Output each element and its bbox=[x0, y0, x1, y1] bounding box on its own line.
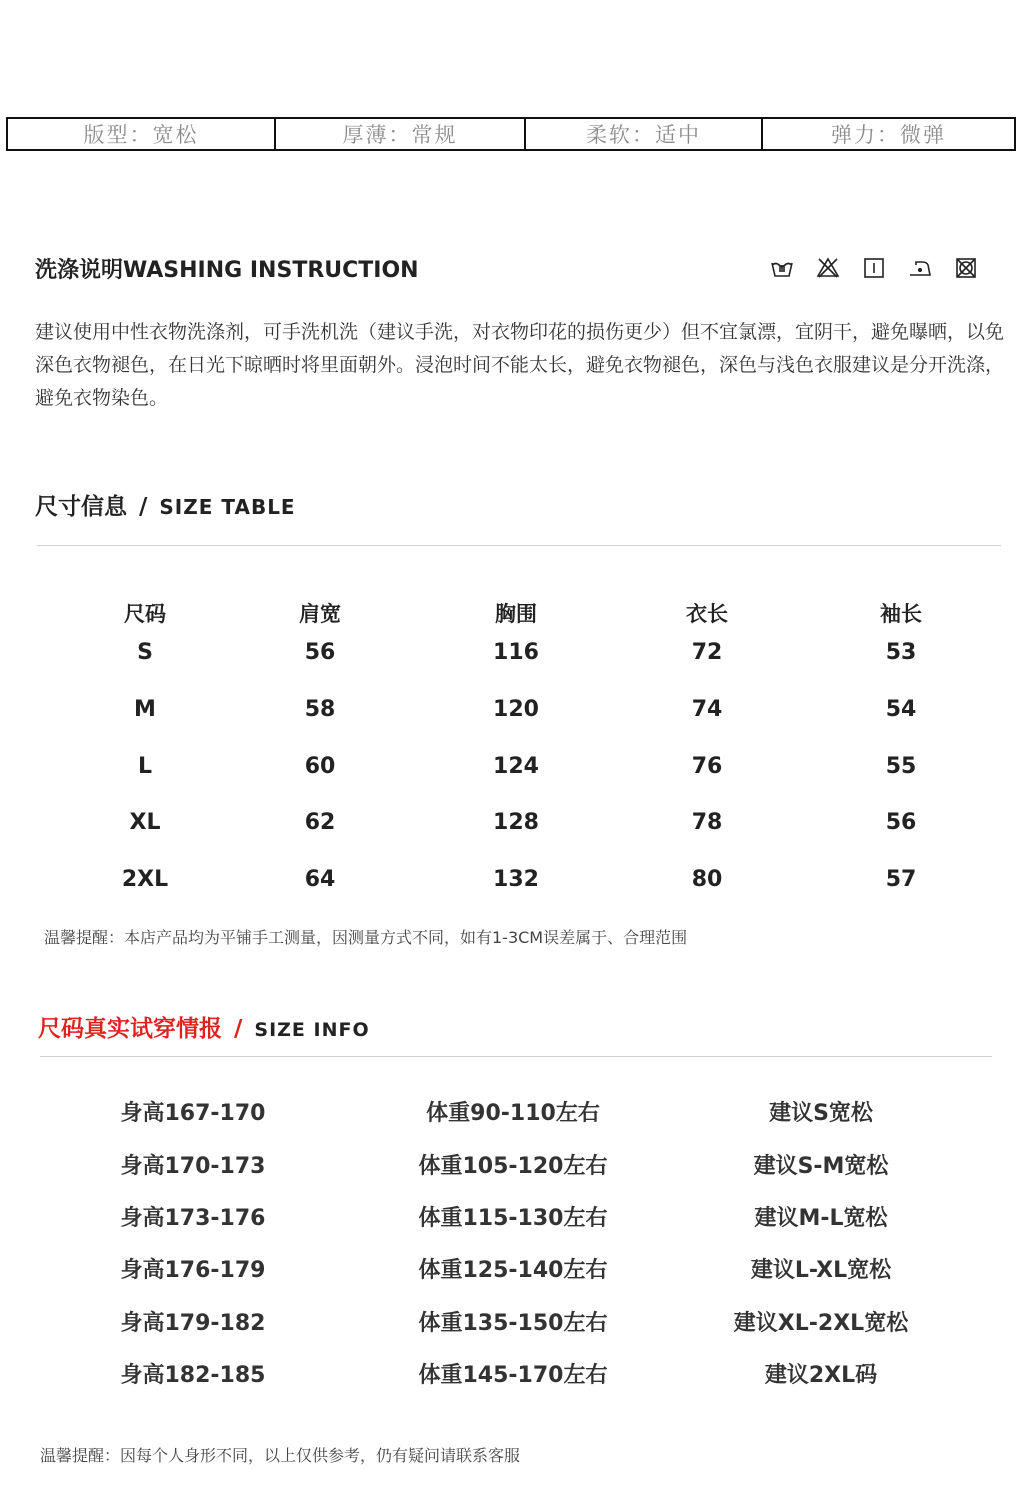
attr-elasticity: 弹力：微弹 bbox=[831, 123, 946, 147]
suggestion-cell: 建议L-XL宽松 bbox=[750, 1258, 892, 1283]
attr-fit: 版型：宽松 bbox=[8, 119, 276, 149]
table-cell: 132 bbox=[493, 867, 539, 892]
care-icons bbox=[770, 256, 978, 280]
weight-cell: 体重135-150左右 bbox=[418, 1311, 608, 1336]
height-cell: 身高173-176 bbox=[120, 1206, 266, 1231]
table-cell: S bbox=[137, 640, 153, 665]
table-cell: XL bbox=[129, 810, 161, 835]
height-cell: 身高167-170 bbox=[120, 1101, 266, 1126]
weight-cell: 体重115-130左右 bbox=[418, 1206, 608, 1231]
table-cell: 56 bbox=[304, 640, 336, 665]
table-cell: 116 bbox=[493, 640, 539, 665]
table-cell: 128 bbox=[493, 810, 539, 835]
height-cell: 身高176-179 bbox=[120, 1258, 266, 1283]
table-cell: 56 bbox=[885, 810, 917, 835]
header-chest: 胸围 bbox=[495, 602, 537, 626]
suggestion-cell: 建议S-M宽松 bbox=[753, 1154, 889, 1179]
size-info-title-cn: 尺码真实试穿情报 bbox=[38, 1016, 222, 1042]
table-cell: 53 bbox=[885, 640, 917, 665]
height-cell: 身高182-185 bbox=[120, 1363, 266, 1388]
table-cell: 64 bbox=[304, 867, 336, 892]
table-cell: 54 bbox=[885, 697, 917, 722]
size-table-title bbox=[35, 488, 296, 521]
divider bbox=[40, 1056, 992, 1057]
size-info-note: 温馨提醒：因每个人身形不同，以上仅供参考，仍有疑问请联系客服 bbox=[40, 1446, 521, 1465]
table-cell: 120 bbox=[493, 697, 539, 722]
table-cell: 62 bbox=[304, 810, 336, 835]
table-cell: 60 bbox=[304, 754, 336, 779]
attr-softness: 柔软：适中 bbox=[526, 119, 763, 149]
height-cell: 身高170-173 bbox=[120, 1154, 266, 1179]
size-info-title bbox=[38, 1010, 370, 1043]
title-slash: / bbox=[139, 494, 148, 520]
weight-cell: 体重125-140左右 bbox=[418, 1258, 608, 1283]
size-info-title-en: SIZE INFO bbox=[254, 1019, 370, 1041]
header-size: 尺码 bbox=[124, 602, 166, 626]
table-cell: 74 bbox=[691, 697, 723, 722]
suggestion-cell: 建议S宽松 bbox=[769, 1101, 873, 1126]
suggestion-cell: 建议2XL码 bbox=[764, 1363, 878, 1388]
suggestion-cell: 建议XL-2XL宽松 bbox=[733, 1311, 909, 1336]
no-tumble-dry-icon bbox=[954, 256, 978, 280]
size-table-note: 温馨提醒：本店产品均为平铺手工测量，因测量方式不同，如有1-3CM误差属于、合理范围 bbox=[44, 928, 688, 947]
size-table-title-en: SIZE TABLE bbox=[159, 495, 296, 519]
table-cell: 55 bbox=[885, 754, 917, 779]
header-length: 衣长 bbox=[686, 602, 728, 626]
no-bleach-icon bbox=[816, 256, 840, 280]
size-table-title-cn: 尺寸信息 bbox=[35, 494, 127, 520]
suggestion-cell: 建议M-L宽松 bbox=[754, 1206, 888, 1231]
line-dry-icon bbox=[862, 256, 886, 280]
height-cell: 身高179-182 bbox=[120, 1311, 266, 1336]
hand-wash-icon bbox=[770, 256, 794, 280]
weight-cell: 体重145-170左右 bbox=[418, 1363, 608, 1388]
low-iron-icon bbox=[908, 256, 932, 280]
attr-thickness: 厚薄：常规 bbox=[276, 119, 526, 149]
divider bbox=[37, 545, 1001, 546]
table-cell: 78 bbox=[691, 810, 723, 835]
header-sleeve: 袖长 bbox=[880, 602, 922, 626]
table-cell: M bbox=[134, 697, 156, 722]
table-cell: 2XL bbox=[121, 867, 169, 892]
table-cell: 80 bbox=[691, 867, 723, 892]
table-cell: 76 bbox=[691, 754, 723, 779]
table-cell: 58 bbox=[304, 697, 336, 722]
table-cell: 124 bbox=[493, 754, 539, 779]
title-slash: / bbox=[234, 1016, 243, 1042]
weight-cell: 体重105-120左右 bbox=[418, 1154, 608, 1179]
table-cell: 72 bbox=[691, 640, 723, 665]
table-cell: L bbox=[137, 754, 153, 779]
washing-title: 洗涤说明WASHING INSTRUCTION bbox=[35, 258, 419, 283]
table-cell: 57 bbox=[885, 867, 917, 892]
header-shoulder: 肩宽 bbox=[299, 602, 341, 626]
fabric-attributes-bar bbox=[6, 117, 1016, 151]
weight-cell: 体重90-110左右 bbox=[426, 1101, 600, 1126]
washing-description: 建议使用中性衣物洗涤剂，可手洗机洗（建议手洗，对衣物印花的损伤更少）但不宜氯漂，宜阴干，避免曝晒，以免深色衣物褪色，在日光下晾晒时将里面朝外。浸泡时间不能太长，避免衣物褪色，深色与浅色衣服建议是分开洗涤，避免衣物染色。 bbox=[35, 321, 1005, 409]
